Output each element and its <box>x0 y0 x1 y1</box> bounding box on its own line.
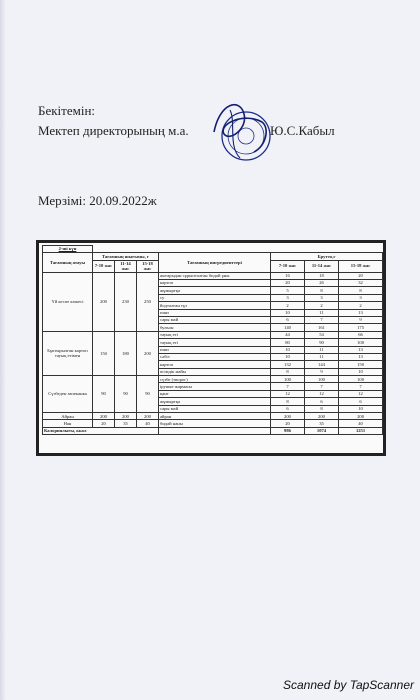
dish-name: Нан <box>43 420 93 427</box>
brutto-3: 3 <box>339 294 383 301</box>
brutto-2: 18 <box>305 272 339 279</box>
brutto-2: 54 <box>305 331 339 338</box>
ingredient-name: бидай наны <box>159 420 271 427</box>
brutto-2: 35 <box>305 420 339 427</box>
brutto-1: 7 <box>271 383 305 390</box>
calorie-label: Калориялығы, ккал <box>43 427 159 434</box>
brutto-3: 6 <box>339 398 383 405</box>
header-row <box>43 253 383 260</box>
dish-yield-1: 90 <box>93 376 115 413</box>
brutto-2: 8 <box>305 287 339 294</box>
day-row <box>43 246 383 253</box>
brutto-2: 7 <box>305 383 339 390</box>
brutto-1: 10 <box>271 346 305 353</box>
signature-stamp-icon <box>200 92 282 174</box>
brutto-1: 132 <box>271 361 305 368</box>
dish-name: Айран <box>43 413 93 420</box>
ingredient-name: сары май <box>159 405 271 412</box>
ingredient-name: тауық еті <box>159 331 271 338</box>
brutto-age-1: 7-10 жас <box>271 260 305 272</box>
director-title: Мектеп директорының м.а. <box>38 123 189 138</box>
brutto-1: 12 <box>271 390 305 397</box>
brutto-2: 2 <box>305 302 339 309</box>
brutto-1: 6 <box>271 316 305 323</box>
dish-yield-2: 35 <box>115 420 137 427</box>
brutto-2: 7 <box>305 316 339 323</box>
ingredient-name: ірушке жармасы <box>159 383 271 390</box>
dish-yield-3: 250 <box>137 272 159 331</box>
brutto-3: 13 <box>339 346 383 353</box>
table-row <box>43 420 383 427</box>
brutto-1: 100 <box>271 376 305 383</box>
ingredient-name: жұмыртқа <box>159 287 271 294</box>
table-row <box>43 413 383 420</box>
brutto-2: 161 <box>305 324 339 331</box>
table-row <box>43 331 383 338</box>
brutto-3: 150 <box>339 361 383 368</box>
dish-name: Үй кеспе көжесі <box>43 272 93 331</box>
ingredient-name: пияз <box>159 309 271 316</box>
brutto-3: 40 <box>339 420 383 427</box>
brutto-3: 8 <box>339 287 383 294</box>
dish-yield-2: 230 <box>115 272 137 331</box>
brutto-2: 12 <box>305 390 339 397</box>
brutto-1: 80 <box>271 339 305 346</box>
brutto-3: 175 <box>339 324 383 331</box>
brutto-2: 100 <box>305 376 339 383</box>
brutto-1: 200 <box>271 413 305 420</box>
director-name: Ю.С.Кабыл <box>270 123 335 138</box>
dish-yield-2: 200 <box>115 413 137 420</box>
ingredient-name: картоп <box>159 361 271 368</box>
ingredient-name: бульон <box>159 324 271 331</box>
col-ingredients-header: Тағамның ингредиенттері <box>159 253 271 272</box>
brutto-3: 13 <box>339 309 383 316</box>
ingredient-name: сәбіз <box>159 353 271 360</box>
brutto-1: 44 <box>271 331 305 338</box>
brutto-3: 10 <box>339 405 383 412</box>
dish-yield-2: 180 <box>115 331 137 375</box>
ingredient-name: сары май <box>159 316 271 323</box>
ingredient-name: картоп <box>159 279 271 286</box>
ingredient-name: су <box>159 294 271 301</box>
col-brutto-header: Брутто,г <box>271 253 383 260</box>
dish-yield-1: 20 <box>93 420 115 427</box>
col-dish-header: Тағамның атауы <box>43 253 93 272</box>
dish-yield-3: 90 <box>137 376 159 413</box>
dish-name: Сүзбеден запеканка <box>43 376 93 413</box>
menu-table-footer <box>43 427 383 434</box>
brutto-age-3: 15-18 жас <box>339 260 383 272</box>
dish-yield-1: 200 <box>93 413 115 420</box>
ingredient-name: пияз <box>159 346 271 353</box>
deadline-text: Мерзімі: 20.09.2022ж <box>38 193 157 208</box>
yield-age-1: 7-10 жас <box>93 260 115 272</box>
ingredient-name: қант <box>159 390 271 397</box>
brutto-2: 11 <box>305 309 339 316</box>
brutto-3: 9 <box>339 316 383 323</box>
calorie-row <box>43 427 383 434</box>
brutto-2: 11 <box>305 346 339 353</box>
ingredient-name: айран <box>159 413 271 420</box>
brutto-2: 6 <box>305 398 339 405</box>
ingredient-name: тауық еті <box>159 339 271 346</box>
yield-age-3: 15-18 жас <box>137 260 159 272</box>
table-row <box>43 272 383 279</box>
brutto-1: 2 <box>271 302 305 309</box>
page-edge-shadow <box>0 0 6 700</box>
brutto-3: 7 <box>339 383 383 390</box>
brutto-3: 12 <box>339 390 383 397</box>
menu-table-body <box>43 246 383 428</box>
dish-yield-2: 90 <box>115 376 137 413</box>
dish-yield-1: 150 <box>93 331 115 375</box>
brutto-age-2: 11-14 жас <box>305 260 339 272</box>
brutto-3: 2 <box>339 302 383 309</box>
brutto-2: 90 <box>305 339 339 346</box>
brutto-1: 5 <box>271 287 305 294</box>
calorie-value-3: 1251 <box>339 427 383 434</box>
brutto-1: 8 <box>271 398 305 405</box>
table-row <box>43 376 383 383</box>
dish-name: Бұктырылған картоп тауық етімен <box>43 331 93 375</box>
brutto-3: 100 <box>339 339 383 346</box>
approve-heading: Бекітемін: <box>38 103 96 118</box>
menu-table <box>42 245 383 435</box>
ingredient-name: өсімдік майы <box>159 368 271 375</box>
brutto-1: 140 <box>271 324 305 331</box>
brutto-2: 8 <box>305 405 339 412</box>
brutto-3: 20 <box>339 272 383 279</box>
brutto-1: 20 <box>271 420 305 427</box>
brutto-1: 10 <box>271 309 305 316</box>
dish-yield-1: 200 <box>93 272 115 331</box>
calorie-value-2: 1074 <box>305 427 339 434</box>
brutto-3: 13 <box>339 353 383 360</box>
brutto-2: 9 <box>305 368 339 375</box>
brutto-1: 3 <box>271 294 305 301</box>
dish-yield-3: 200 <box>137 413 159 420</box>
brutto-1: 16 <box>271 272 305 279</box>
calorie-value-1: 986 <box>271 427 305 434</box>
brutto-1: 10 <box>271 353 305 360</box>
ingredient-name: жұмыртқа <box>159 398 271 405</box>
brutto-3: 32 <box>339 279 383 286</box>
ingredient-name: жоғарыдан сұрыпталған бидай ұны <box>159 272 271 279</box>
brutto-3: 100 <box>339 376 383 383</box>
brutto-2: 200 <box>305 413 339 420</box>
brutto-1: 20 <box>271 279 305 286</box>
yield-age-2: 11-14 жас <box>115 260 137 272</box>
ingredient-name: сүзбе (творог) <box>159 376 271 383</box>
brutto-3: 200 <box>339 413 383 420</box>
dish-yield-3: 40 <box>137 420 159 427</box>
scanner-watermark: Scanned by TapScanner <box>283 678 414 692</box>
menu-table-frame <box>36 240 386 456</box>
brutto-2: 26 <box>305 279 339 286</box>
brutto-1: 8 <box>271 368 305 375</box>
day-label: 2-ші күн <box>43 246 93 253</box>
col-yield-header: Тағамның шығымы, г <box>93 253 159 260</box>
brutto-2: 144 <box>305 361 339 368</box>
brutto-2: 11 <box>305 353 339 360</box>
brutto-3: 66 <box>339 331 383 338</box>
dish-yield-3: 200 <box>137 331 159 375</box>
brutto-1: 6 <box>271 405 305 412</box>
ingredient-name: йодталған тұз <box>159 302 271 309</box>
brutto-3: 10 <box>339 368 383 375</box>
brutto-2: 3 <box>305 294 339 301</box>
